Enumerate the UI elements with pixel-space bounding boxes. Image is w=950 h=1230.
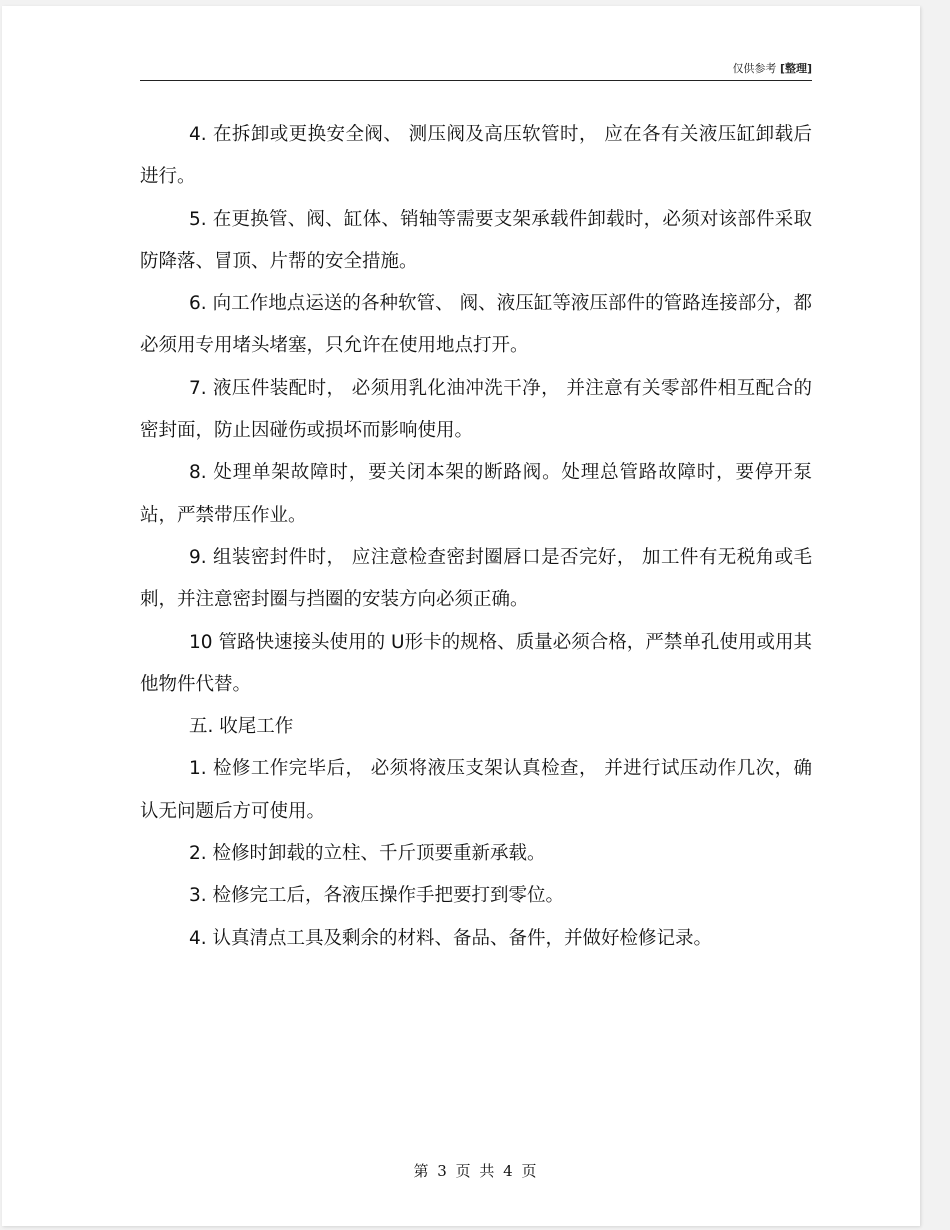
page-header [140,58,812,81]
paragraph-item-5: 5. 在更换管、阀、缸体、销轴等需要支架承载件卸载时，必须对该部件采取防降落、冒顶、片帮的安全措施。 [140,208,812,272]
section-heading-wrap-up: 五. 收尾工作 [189,716,294,738]
bracket-label: [整理] [779,62,812,75]
paragraph-wrap-up-3: 3. 检修完工后，各液压操作手把要打到零位。 [189,885,565,907]
paragraph-item-8: 8. 处理单架故障时，要关闭本架的断路阀。处理总管路故障时，要停开泵站，严禁带压作业。 [140,462,812,526]
document-body [140,114,812,960]
paragraph-wrap-up-1: 1. 检修工作完毕后， 必须将液压支架认真检查， 并进行试压动作几次，确认无问题后方可使用。 [140,758,812,822]
paragraph-wrap-up-2: 2. 检修时卸载的立柱、千斤顶要重新承载。 [189,843,546,865]
document-page [2,6,920,1226]
reference-label: 仅供参考 [732,62,777,75]
paragraph-item-9: 9. 组装密封件时， 应注意检查密封圈唇口是否完好， 加工件有无税角或毛刺，并注意密封圈与挡圈的安装方向必须正确。 [140,546,812,611]
paragraph-item-4: 4. 在拆卸或更换安全阀、 测压阀及高压软管时， 应在各有关液压缸卸载后进行。 [140,124,812,188]
paragraph-item-6: 6. 向工作地点运送的各种软管、 阀、液压缸等液压部件的管路连接部分，都必须用专用堵头堵塞，只允许在使用地点打开。 [140,293,812,357]
paragraph-wrap-up-4: 4. 认真清点工具及剩余的材料、备品、备件，并做好检修记录。 [189,927,713,949]
paragraph-item-7: 7. 液压件装配时， 必须用乳化油冲洗干净， 并注意有关零部件相互配合的密封面，防止因碰伤或损坏而影响使用。 [140,377,812,442]
paragraph-item-10: 10 管路快速接头使用的 U形卡的规格、质量必须合格，严禁单孔使用或用其他物件代替。 [140,631,812,695]
page-footer: 第 3 页 共 4 页 [413,1162,537,1180]
